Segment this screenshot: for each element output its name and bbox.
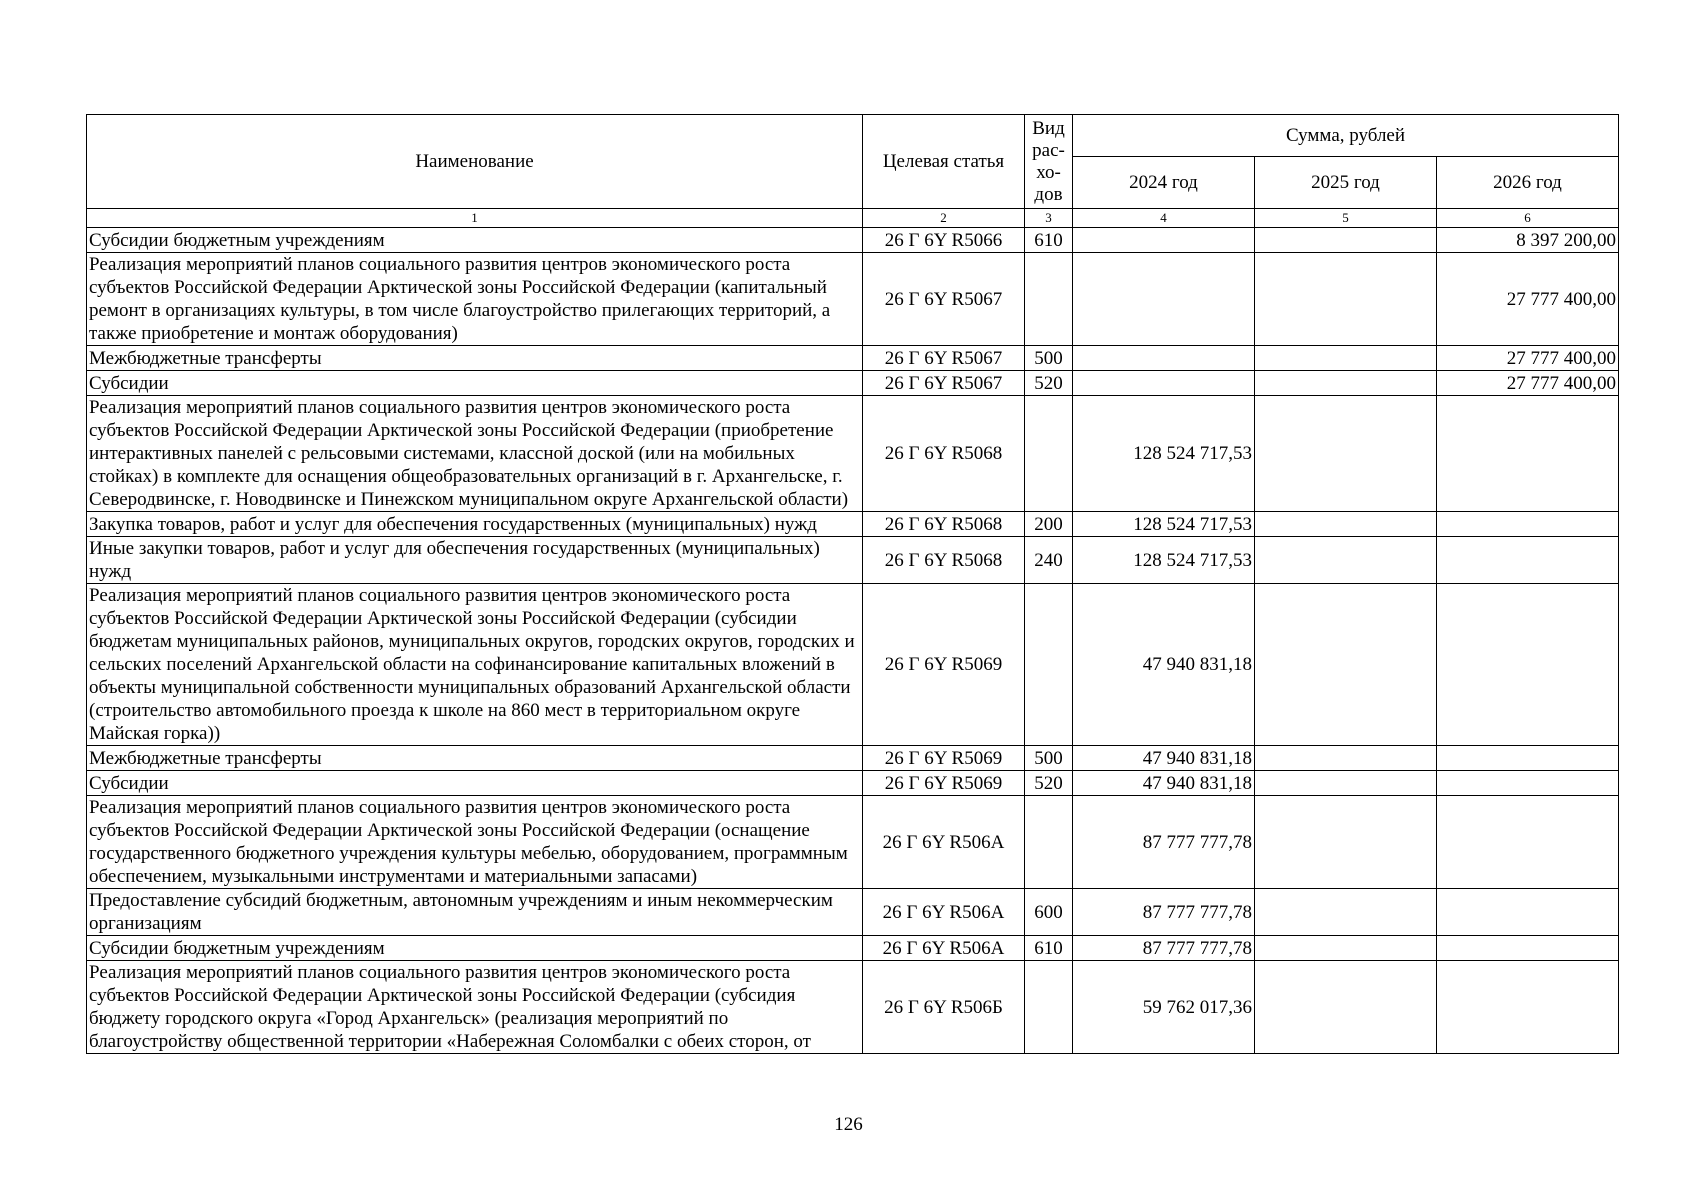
row-name: Иные закупки товаров, работ и услуг для обеспечения государственных (муниципальных) нужд [87,537,863,584]
column-number: 1 [87,209,863,228]
budget-table [86,114,1619,1054]
row-amount-2024: 47 940 831,18 [1073,746,1255,771]
row-target-article: 26 Г 6Y R5067 [863,371,1025,396]
table-row [87,371,1619,396]
row-name: Реализация мероприятий планов социального развития центров экономического роста субъектов Российской Федерации Арктической зоны Российской Федерации (оснащение государственного бюджетного учреждения культуры мебелью, оборудованием, программным обеспечением, музыкальными инструментами и материальными запасами) [87,796,863,889]
row-target-article: 26 Г 6Y R5068 [863,537,1025,584]
row-amount-2026: 27 777 400,00 [1437,371,1619,396]
row-amount-2026: 27 777 400,00 [1437,346,1619,371]
row-name: Субсидии [87,371,863,396]
row-amount-2026 [1437,889,1619,936]
table-row [87,228,1619,253]
row-amount-2026 [1437,771,1619,796]
row-amount-2024: 47 940 831,18 [1073,771,1255,796]
row-target-article: 26 Г 6Y R5069 [863,584,1025,746]
column-number: 4 [1073,209,1255,228]
header-year-2025: 2025 год [1255,157,1437,209]
row-target-article: 26 Г 6Y R506А [863,936,1025,961]
row-amount-2026 [1437,936,1619,961]
row-amount-2025 [1255,746,1437,771]
header-expense-type: Вид рас-хо-дов [1025,115,1073,209]
row-amount-2024 [1073,346,1255,371]
row-amount-2025 [1255,961,1437,1054]
row-amount-2024 [1073,371,1255,396]
header-name: Наименование [87,115,863,209]
row-amount-2026 [1437,584,1619,746]
row-amount-2025 [1255,396,1437,512]
row-amount-2024: 47 940 831,18 [1073,584,1255,746]
table-row [87,537,1619,584]
row-expense-type [1025,253,1073,346]
table-row [87,936,1619,961]
table-row [87,346,1619,371]
row-amount-2025 [1255,584,1437,746]
row-amount-2025 [1255,371,1437,396]
row-expense-type: 500 [1025,746,1073,771]
table-row [87,253,1619,346]
row-amount-2026 [1437,746,1619,771]
row-name: Межбюджетные трансферты [87,746,863,771]
row-amount-2024: 128 524 717,53 [1073,512,1255,537]
row-amount-2026 [1437,512,1619,537]
table-row [87,584,1619,746]
row-name: Субсидии бюджетным учреждениям [87,936,863,961]
row-target-article: 26 Г 6Y R5067 [863,346,1025,371]
page-number: 126 [834,1114,863,1135]
row-amount-2026 [1437,396,1619,512]
row-amount-2026 [1437,796,1619,889]
table-row [87,396,1619,512]
row-name: Субсидии [87,771,863,796]
column-number: 2 [863,209,1025,228]
row-expense-type [1025,796,1073,889]
row-target-article: 26 Г 6Y R5068 [863,512,1025,537]
row-amount-2024: 128 524 717,53 [1073,396,1255,512]
row-amount-2025 [1255,796,1437,889]
row-target-article: 26 Г 6Y R5067 [863,253,1025,346]
row-name: Закупка товаров, работ и услуг для обеспечения государственных (муниципальных) нужд [87,512,863,537]
row-amount-2025 [1255,346,1437,371]
row-amount-2025 [1255,889,1437,936]
row-expense-type: 610 [1025,936,1073,961]
table-row [87,889,1619,936]
row-expense-type: 600 [1025,889,1073,936]
row-expense-type [1025,961,1073,1054]
row-target-article: 26 Г 6Y R5066 [863,228,1025,253]
header-year-2024: 2024 год [1073,157,1255,209]
row-amount-2025 [1255,228,1437,253]
row-expense-type [1025,584,1073,746]
row-target-article: 26 Г 6Y R506А [863,889,1025,936]
row-amount-2025 [1255,936,1437,961]
row-target-article: 26 Г 6Y R506Б [863,961,1025,1054]
header-row-1 [87,115,1619,157]
row-target-article: 26 Г 6Y R5069 [863,746,1025,771]
row-amount-2025 [1255,253,1437,346]
row-expense-type: 520 [1025,371,1073,396]
row-amount-2025 [1255,512,1437,537]
column-numbers-row [87,209,1619,228]
row-expense-type: 610 [1025,228,1073,253]
row-amount-2024: 59 762 017,36 [1073,961,1255,1054]
row-expense-type: 200 [1025,512,1073,537]
column-number: 5 [1255,209,1437,228]
row-target-article: 26 Г 6Y R506А [863,796,1025,889]
row-name: Предоставление субсидий бюджетным, автономным учреждениям и иным некоммерческим организациям [87,889,863,936]
table-row [87,746,1619,771]
row-name: Субсидии бюджетным учреждениям [87,228,863,253]
row-amount-2026: 27 777 400,00 [1437,253,1619,346]
table-row [87,512,1619,537]
row-amount-2024: 87 777 777,78 [1073,936,1255,961]
row-amount-2024 [1073,253,1255,346]
row-name: Межбюджетные трансферты [87,346,863,371]
row-amount-2025 [1255,537,1437,584]
row-amount-2026 [1437,961,1619,1054]
row-expense-type: 520 [1025,771,1073,796]
row-target-article: 26 Г 6Y R5068 [863,396,1025,512]
row-name: Реализация мероприятий планов социального развития центров экономического роста субъектов Российской Федерации Арктической зоны Российской Федерации (субсидии бюджетам муниципальных районов, муниципальных округов, городских округов, городских и сельских поселений Архангельской области на софинансирование капитальных вложений в объекты муниципальной собственности муниципальных образований Архангельской области (строительство автомобильного проезда к школе на 860 мест в территориальном округе Майская горка)) [87,584,863,746]
row-amount-2025 [1255,771,1437,796]
row-amount-2026 [1437,537,1619,584]
row-expense-type [1025,396,1073,512]
row-target-article: 26 Г 6Y R5069 [863,771,1025,796]
row-amount-2024 [1073,228,1255,253]
row-amount-2026: 8 397 200,00 [1437,228,1619,253]
header-target-article: Целевая статья [863,115,1025,209]
header-year-2026: 2026 год [1437,157,1619,209]
header-sum: Сумма, рублей [1073,115,1619,157]
table-row [87,771,1619,796]
row-expense-type: 240 [1025,537,1073,584]
column-number: 6 [1437,209,1619,228]
row-name: Реализация мероприятий планов социального развития центров экономического роста субъектов Российской Федерации Арктической зоны Российской Федерации (капитальный ремонт в организациях культуры, в том числе благоустройство прилегающих территорий, а также приобретение и монтаж оборудования) [87,253,863,346]
row-amount-2024: 128 524 717,53 [1073,537,1255,584]
table-row [87,961,1619,1054]
column-number: 3 [1025,209,1073,228]
row-name: Реализация мероприятий планов социального развития центров экономического роста субъектов Российской Федерации Арктической зоны Российской Федерации (субсидия бюджету городского округа «Город Архангельск» (реализация мероприятий по благоустройству общественной территории «Набережная Соломбалки с обеих сторон, от [87,961,863,1054]
table-row [87,796,1619,889]
row-expense-type: 500 [1025,346,1073,371]
row-amount-2024: 87 777 777,78 [1073,796,1255,889]
row-name: Реализация мероприятий планов социального развития центров экономического роста субъектов Российской Федерации Арктической зоны Российской Федерации (приобретение интерактивных панелей с рельсовыми системами, классной доской (или на мобильных стойках) в комплекте для оснащения общеобразовательных организаций в г. Архангельске, г. Северодвинске, г. Новодвинске и Пинежском муниципальном округе Архангельской области) [87,396,863,512]
row-amount-2024: 87 777 777,78 [1073,889,1255,936]
